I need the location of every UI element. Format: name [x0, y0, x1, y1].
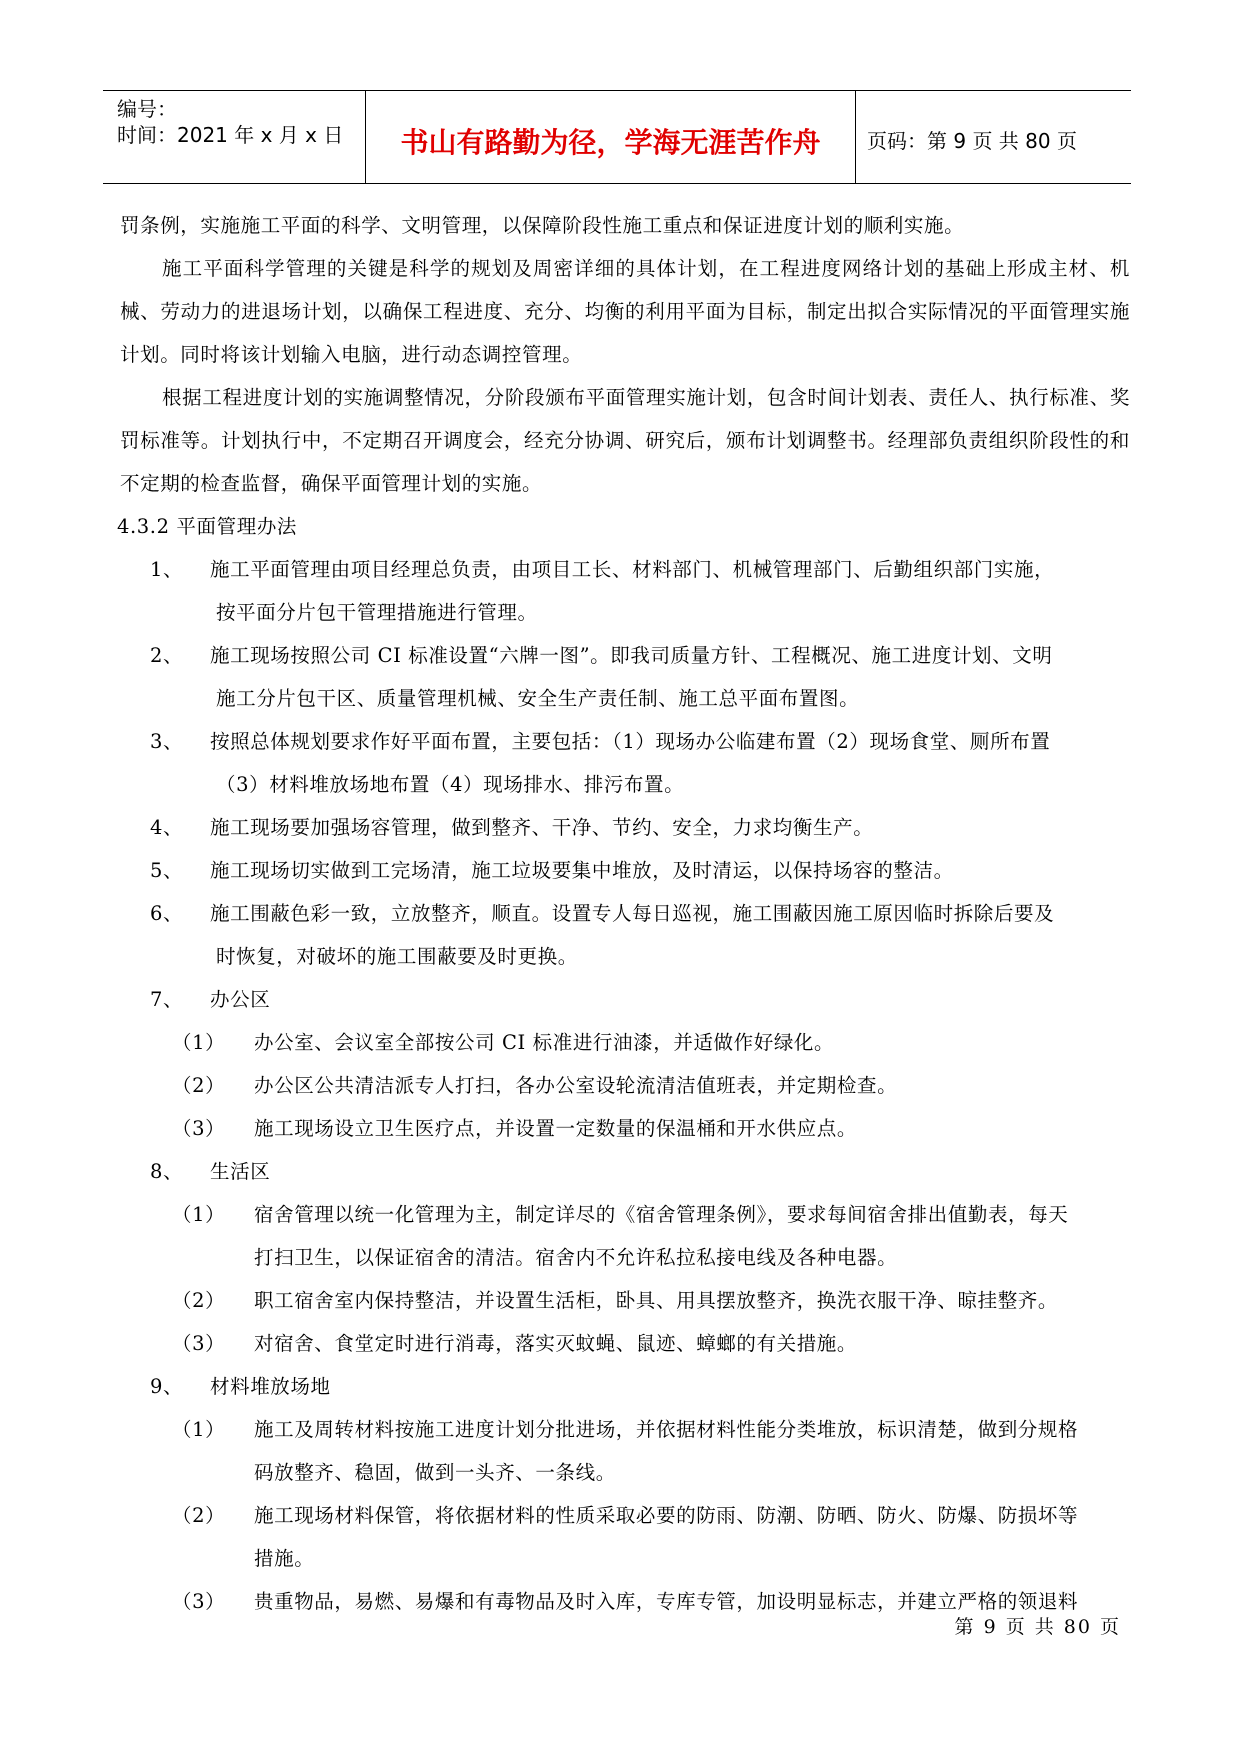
list-text: 施工平面管理由项目经理总负责，由项目工长、材料部门、机械管理部门、后勤组织部门实施，	[210, 558, 1055, 581]
sub-text-cont: 措施。	[254, 1547, 315, 1570]
list-item	[120, 892, 1130, 978]
page-footer: 第 9 页 共 80 页	[954, 1616, 1121, 1638]
list-text: 施工现场按照公司 CI 标准设置“六牌一图”。即我司质量方针、工程概况、施工进度计划、文明	[210, 644, 1053, 667]
sub-item	[120, 1021, 1130, 1064]
sub-number: （2）	[172, 1504, 226, 1527]
sub-text: 宿舍管理以统一化管理为主，制定详尽的《宿舍管理条例》，要求每间宿舍排出值勤表，每天	[254, 1203, 1069, 1226]
list-number: 1、	[150, 558, 184, 581]
paragraph: 施工平面科学管理的关键是科学的规划及周密详细的具体计划，在工程进度网络计划的基础上形成主材、机械、劳动力的进退场计划，以确保工程进度、充分、均衡的利用平面为目标，制定出拟合实际情况的平面管理实施计划。同时将该计划输入电脑，进行动态调控管理。	[120, 257, 1130, 366]
list-number: 8、	[150, 1160, 184, 1183]
sub-text: 施工及周转材料按施工进度计划分批进场，并依据材料性能分类堆放，标识清楚，做到分规格	[254, 1418, 1079, 1441]
sub-number: （3）	[172, 1332, 226, 1355]
page-header	[103, 90, 1131, 184]
sub-item	[120, 1107, 1130, 1150]
list-text-cont: 时恢复，对破坏的施工围蔽要及时更换。	[216, 945, 578, 968]
list-number: 9、	[150, 1375, 184, 1398]
sub-number: （2）	[172, 1289, 226, 1312]
sub-text: 办公区公共清洁派专人打扫，各办公室设轮流清洁值班表，并定期检查。	[254, 1074, 898, 1097]
paragraph: 根据工程进度计划的实施调整情况，分阶段颁布平面管理实施计划，包含时间计划表、责任人、执行标准、奖罚标准等。计划执行中，不定期召开调度会，经充分协调、研究后，颁布计划调整书。经理部负责组织阶段性的和不定期的检查监督，确保平面管理计划的实施。	[120, 386, 1130, 495]
sub-number: （3）	[172, 1590, 226, 1613]
number-label: 编号：	[117, 97, 177, 121]
sub-text: 办公室、会议室全部按公司 CI 标准进行油漆，并适做作好绿化。	[254, 1031, 835, 1054]
sub-item	[120, 1064, 1130, 1107]
sub-text: 对宿舍、食堂定时进行消毒，落实灭蚊蝇、鼠迹、蟑螂的有关措施。	[254, 1332, 858, 1355]
sub-number: （2）	[172, 1074, 226, 1097]
sub-text: 贵重物品，易燃、易爆和有毒物品及时入库，专库专管，加设明显标志，并建立严格的领退料	[254, 1590, 1079, 1613]
document-body	[117, 204, 1130, 1623]
sub-text: 施工现场设立卫生医疗点，并设置一定数量的保温桶和开水供应点。	[254, 1117, 858, 1140]
list-item	[120, 634, 1130, 720]
sub-item	[120, 1193, 1130, 1279]
list-number: 3、	[150, 730, 184, 753]
list-item-office	[120, 978, 1130, 1021]
list-text: 施工现场要加强场容管理，做到整齐、干净、节约、安全，力求均衡生产。	[210, 816, 874, 839]
sub-item	[120, 1408, 1130, 1494]
sub-item	[120, 1494, 1130, 1580]
list-number: 7、	[150, 988, 184, 1011]
header-motto-cell	[365, 91, 856, 183]
list-item	[120, 806, 1130, 849]
sub-text: 职工宿舍室内保持整洁，并设置生活柜，卧具、用具摆放整齐，换洗衣服干净、晾挂整齐。	[254, 1289, 1059, 1312]
list-item	[120, 849, 1130, 892]
list-text-cont: （3）材料堆放场地布置（4）现场排水、排污布置。	[216, 773, 685, 796]
list-item	[120, 548, 1130, 634]
list-number: 4、	[150, 816, 184, 839]
list-text: 施工现场切实做到工完场清，施工垃圾要集中堆放，及时清运，以保持场容的整洁。	[210, 859, 954, 882]
sub-text-cont: 打扫卫生，以保证宿舍的清洁。宿舍内不允许私拉私接电线及各种电器。	[254, 1246, 898, 1269]
list-item-storage	[120, 1365, 1130, 1408]
motto-text: 书山有路勤为径，学海无涯苦作舟	[400, 126, 821, 159]
header-meta-cell	[103, 91, 365, 183]
list-item	[120, 720, 1130, 806]
header-page-cell	[855, 91, 1131, 183]
sub-item	[120, 1322, 1130, 1365]
list-text-cont: 按平面分片包干管理措施进行管理。	[216, 601, 538, 624]
list-text-cont: 施工分片包干区、质量管理机械、安全生产责任制、施工总平面布置图。	[216, 687, 860, 710]
section-heading: 4.3.2 平面管理办法	[117, 515, 298, 538]
sub-text-cont: 码放整齐、稳固，做到一头齐、一条线。	[254, 1461, 616, 1484]
sub-number: （1）	[172, 1418, 226, 1441]
list-title: 生活区	[210, 1160, 271, 1183]
list-item-living	[120, 1150, 1130, 1193]
sub-number: （1）	[172, 1031, 226, 1054]
list-text: 施工围蔽色彩一致，立放整齐，顺直。设置专人每日巡视，施工围蔽因施工原因临时拆除后要及	[210, 902, 1055, 925]
list-number: 6、	[150, 902, 184, 925]
page-number-label: 页码：第 9 页 共 80 页	[867, 129, 1077, 153]
list-number: 5、	[150, 859, 184, 882]
list-text: 按照总体规划要求作好平面布置，主要包括：（1）现场办公临建布置（2）现场食堂、厕所布置	[210, 730, 1051, 753]
sub-item	[120, 1279, 1130, 1322]
list-title: 材料堆放场地	[210, 1375, 331, 1398]
time-label: 时间：2021 年 x 月 x 日	[117, 123, 344, 147]
sub-number: （3）	[172, 1117, 226, 1140]
list-number: 2、	[150, 644, 184, 667]
list-title: 办公区	[210, 988, 271, 1011]
sub-number: （1）	[172, 1203, 226, 1226]
paragraph: 罚条例，实施施工平面的科学、文明管理，以保障阶段性施工重点和保证进度计划的顺利实施。	[120, 214, 965, 237]
sub-text: 施工现场材料保管，将依据材料的性质采取必要的防雨、防潮、防晒、防火、防爆、防损坏等	[254, 1504, 1079, 1527]
